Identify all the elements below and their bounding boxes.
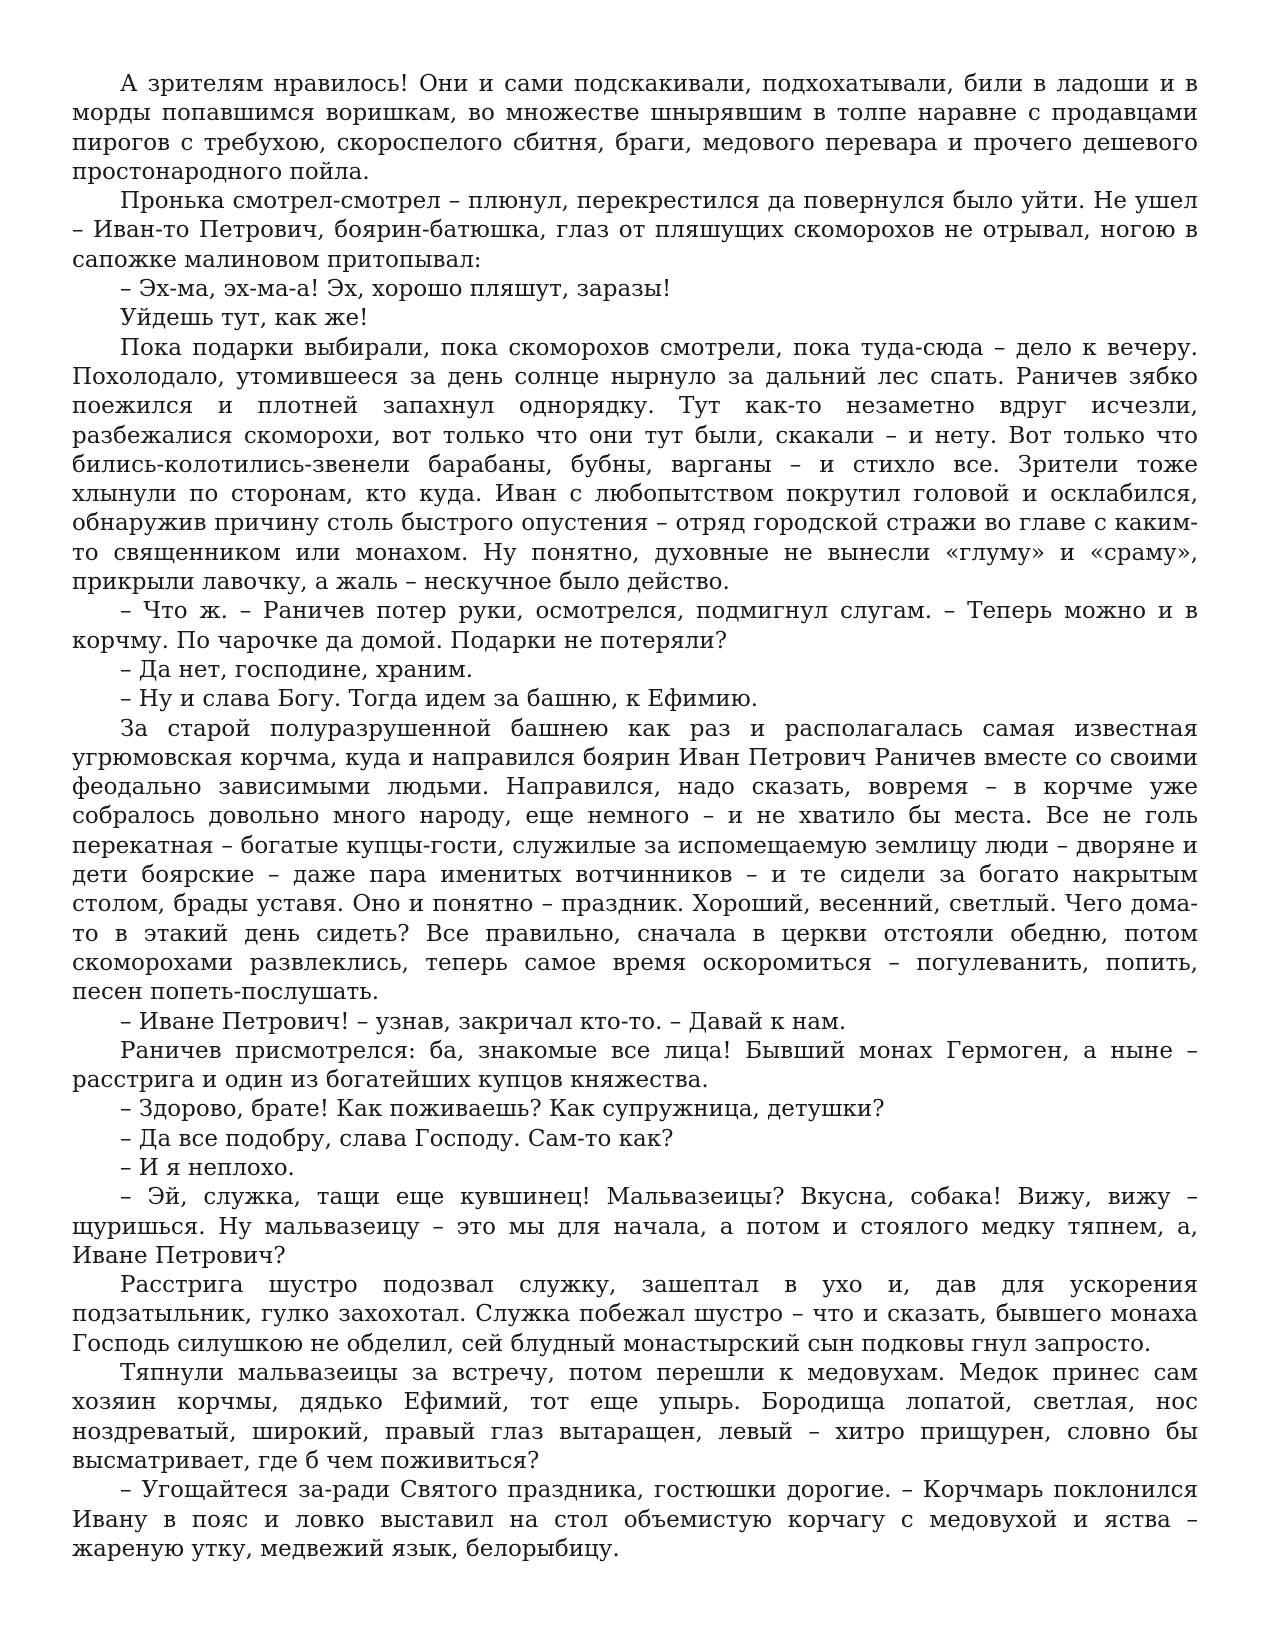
paragraph-9: За старой полуразрушенной башнею как раз и располагалась самая известная угрюмовская корчма, куда и направился боярин Иван Петрович Раничев вместе со своими феодально зависимыми людьми. Направился, надо сказать, вовремя – в корчме уже собралось довольно много народу, еще немного – и не хватило бы места. Все не голь перекатная – богатые купцы-гости, служилые за испомещаемую землицу люди – дворяне и дети боярские – даже пара именитых вотчинников – и те сидели за богато накрытым столом, брады уставя. Оно и понятно – праздник. Хороший, весенний, светлый. Чего дома-то в этакий день сидеть? Все правильно, сначала в церкви отстояли обедню, потом скоморохами развлеклись, теперь самое время оскоромиться – погулеванить, попить, песен попеть-послушать. [72,715,1198,1006]
paragraph-6: – Что ж. – Раничев потер руки, осмотрелся, подмигнул слугам. – Теперь можно и в корчму. По чарочке да домой. Подарки не потеряли? [72,598,1198,654]
paragraph-18: – Угощайтеся за-ради Святого праздника, гостюшки дорогие. – Корчмарь поклонился Ивану в пояс и ловко выставил на стол объемистую корчагу с медовухой и яства – жареную утку, медвежий язык, белорыбицу. [72,1477,1198,1562]
paragraph-11: Раничев присмотрелся: ба, знакомые все лица! Бывший монах Гермоген, а ныне – расстрига и один из богатейших купцов княжества. [72,1037,1198,1094]
paragraph-8: – Ну и слава Богу. Тогда идем за башню, к Ефимию. [120,686,759,713]
paragraph-16: Расстрига шустро подозвал служку, зашептал в ухо и, дав для ускорения подзатыльник, гулко захохотал. Служка побежал шустро – что и сказать, бывшего монаха Господь силушкою не обделил, сей блудный монастырский сын подковы гнул запросто. [72,1272,1198,1357]
paragraph-2: Пронька смотрел-смотрел – плюнул, перекрестился да повернулся было уйти. Не ушел – Иван-то Петрович, боярин-батюшка, глаз от пляшущих скоморохов не отрывал, ногою в сапожке малиновом притопывал: [72,188,1198,273]
paragraph-4: Уйдешь тут, как же! [120,305,369,332]
paragraph-17: Тяпнули мальвазеицы за встречу, потом перешли к медовухам. Медок принес сам хозяин корчмы, дядько Ефимий, тот еще упырь. Бородища лопатой, светлая, нос ноздреватый, широкий, правый глаз вытаращен, левый – хитро прищурен, словно бы высматривает, где б чем поживиться? [72,1360,1198,1474]
paragraph-3: – Эх-ма, эх-ма-а! Эх, хорошо пляшут, заразы! [120,276,672,303]
paragraph-7: – Да нет, господине, храним. [120,656,474,683]
paragraph-5: Пока подарки выбирали, пока скоморохов смотрели, пока туда-сюда – дело к вечеру. Похолодало, утомившееся за день солнце нырнуло за дальний лес спать. Раничев зябко поежился и плотней запахнул однорядку. Тут как-то незаметно вдруг исчезли, разбежалися скоморохи, вот только что они тут были, скакали – и нету. Вот только что бились-колотились-звенели барабаны, бубны, варганы – и стихло все. Зрители тоже хлынули по сторонам, кто куда. Иван с любопытством покрутил головой и осклабился, обнаружив причину столь быстрого опустения – отряд городской стражи во главе с каким-то священником или монахом. Ну понятно, духовные не вынесли «глуму» и «сраму», прикрыли лавочку, а жаль – нескучное было действо. [72,334,1198,596]
paragraph-15: – Эй, служка, тащи еще кувшинец! Мальвазеицы? Вкусна, собака! Вижу, вижу – щуришься. Ну мальвазеицу – это мы для начала, а потом и стоялого медку тяпнем, а, Иване Петрович? [72,1184,1198,1269]
paragraph-13: – Да все подобру, слава Господу. Сам-то как? [120,1125,674,1152]
paragraph-14: – И я неплохо. [120,1154,295,1181]
paragraph-10: – Иване Петрович! – узнав, закричал кто-то. – Давай к нам. [120,1008,847,1035]
paragraph-1: А зрителям нравилось! Они и сами подскакивали, подхохатывали, били в ладоши и в морды попавшимся воришкам, во множестве шнырявшим в толпе наравне с продавцами пирогов с требухою, скороспелого сбитня, браги, медового перевара и прочего дешевого простонародного пойла. [72,71,1198,185]
document-page [72,70,1198,1564]
paragraph-12: – Здорово, брате! Как поживаешь? Как супружница, детушки? [120,1096,885,1123]
